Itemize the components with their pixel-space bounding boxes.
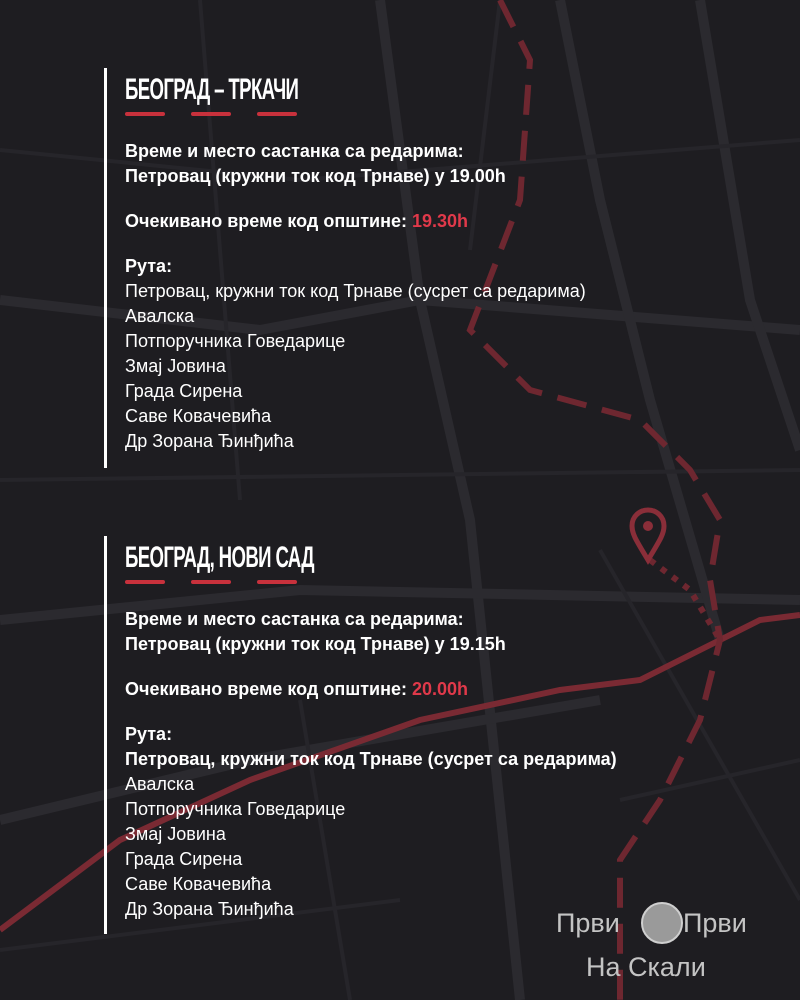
route-list — [125, 254, 586, 454]
meeting-label: Време и место састанка са редарима: — [125, 609, 464, 629]
route-item: Града Сирена — [125, 849, 243, 869]
route-item: Потпоручника Говедарице — [125, 799, 346, 819]
route-item: Др Зорана Ђинђића — [125, 431, 294, 451]
title-underline — [125, 580, 617, 585]
route-item: Др Зорана Ђинђића — [125, 899, 294, 919]
logo-text: Први — [556, 908, 620, 938]
title-underline — [125, 112, 586, 117]
section-title: БЕОГРАД, НОВИ САД — [125, 541, 314, 574]
route-item: Петровац, кружни ток код Трнаве (сусрет са редарима) — [125, 749, 617, 769]
meeting-place: Петровац (кружни ток код Трнаве) у 19.00h — [125, 166, 506, 186]
meeting-info — [125, 607, 617, 657]
watermark-logo — [556, 900, 786, 990]
route-label: Рута: — [125, 724, 173, 744]
logo-text: На Скали — [586, 952, 706, 982]
route-item: Саве Ковачевића — [125, 874, 272, 894]
route-item: Змај Јовина — [125, 824, 226, 844]
expected-label: Очекивано време код општине: — [125, 679, 412, 699]
route-item: Потпоручника Говедарице — [125, 331, 346, 351]
meeting-place: Петровац (кружни ток код Трнаве) у 19.15h — [125, 634, 506, 654]
expected-time: 19.30h — [412, 211, 469, 231]
map-pin-icon — [632, 510, 664, 560]
meeting-info — [125, 139, 586, 189]
route-item: Авалска — [125, 306, 195, 326]
route-item: Саве Ковачевића — [125, 406, 272, 426]
route-item: Змај Јовина — [125, 356, 226, 376]
expected-label: Очекивано време код општине: — [125, 211, 412, 231]
expected-time-row — [125, 209, 586, 234]
section-beograd-novi-sad — [104, 536, 617, 934]
route-item: Петровац, кружни ток код Трнаве (сусрет са редарима) — [125, 281, 586, 301]
route-item: Града Сирена — [125, 381, 243, 401]
route-label: Рута: — [125, 256, 173, 276]
route-item: Авалска — [125, 774, 195, 794]
meeting-label: Време и место састанка са редарима: — [125, 141, 464, 161]
microphone-icon — [641, 902, 683, 944]
logo-text: Први — [683, 908, 747, 938]
route-list — [125, 722, 617, 922]
section-title: БЕОГРАД – ТРКАЧИ — [125, 73, 299, 106]
expected-time-row — [125, 677, 617, 702]
expected-time: 20.00h — [412, 679, 469, 699]
section-tracaci — [104, 68, 586, 468]
